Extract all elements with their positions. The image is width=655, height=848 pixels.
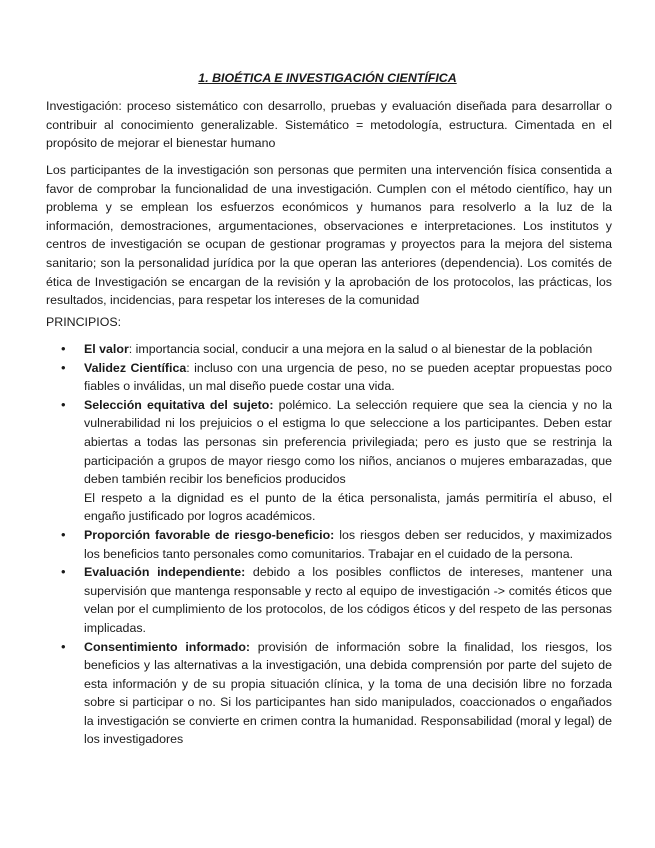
principle-term: Consentimiento informado: bbox=[84, 639, 251, 654]
bullet-icon: • bbox=[61, 396, 66, 412]
principle-term: Selección equitativa del sujeto: bbox=[84, 397, 274, 412]
principle-term: El valor bbox=[84, 342, 129, 356]
document-title: 1. BIOÉTICA E INVESTIGACIÓN CIENTÍFICA bbox=[198, 71, 457, 85]
principle-text: : importancia social, conducir a una mejora en la salud o al bienestar de la población bbox=[128, 342, 593, 356]
principle-text: : incluso con una urgencia de peso, no se pueden aceptar propuestas poco fiables o inválidas, un mal diseño puede costar una vida. bbox=[84, 360, 612, 394]
bullet-icon: • bbox=[61, 526, 66, 542]
bullet-icon: • bbox=[61, 638, 66, 654]
principle-item-informed-consent bbox=[46, 638, 612, 750]
principle-item-subject-selection bbox=[46, 396, 612, 526]
bullet-icon: • bbox=[61, 564, 66, 580]
principle-item-independent-review bbox=[46, 563, 612, 637]
paragraph-participants: Los participantes de la investigación son personas que permiten una intervención física consentida a favor de comprobar la funcionalidad de una investigación. Cumplen con el método científico, hay un problema y se emplean los esfuerzos económicos y humanos para resolverlo a la luz de la información, demostraciones, argumentaciones, observaciones e interpretaciones. Los institutos y centros de investigación se ocupan de gestionar programas y proyectos para la mejora del sistema sanitario; son la personalidad jurídica por la que operan las anteriores (dependencia). Los comités de ética de Investigación se encargan de la revisión y la aprobación de los protocolos, las prácticas, los resultados, incidencias, para respetar los intereses de la comunidad bbox=[46, 163, 612, 308]
bullet-icon: • bbox=[61, 359, 66, 375]
principle-item-scientific-validity bbox=[46, 359, 612, 396]
principle-term: Evaluación independiente: bbox=[84, 565, 246, 580]
principle-text: debido a los posibles conflictos de intereses, mantener una supervisión que mantenga responsable y recto al equipo de investigación -> comités éticos que velan por el cumplimiento de los protocolos, de los códigos éticos y del respeto de las personas implicadas. bbox=[84, 565, 612, 635]
principle-extra-text: El respeto a la dignidad es el punto de la ética personalista, jamás permitiría el abuso, el engaño justificado por logros académicos. bbox=[84, 490, 612, 524]
bullet-icon: • bbox=[61, 341, 66, 356]
principle-text: provisión de información sobre la finalidad, los riesgos, los beneficios y las alternativas a la investigación, una debida comprensión por parte del sujeto de esta información y de su propia situación clínica, y la toma de una decisión libre no forzada sobre si participar o no. Si los participantes han sido manipulados, coaccionados o engañados la investigación se convierte en crimen contra la humanidad. Responsabilidad (moral y legal) de los investigadores bbox=[84, 639, 612, 747]
principle-text: polémico. La selección requiere que sea la ciencia y no la vulnerabilidad ni los prejuicios o el estigma lo que seleccione a los participantes. Deben estar abiertas a todas las personas sin preferencia privilegiada; pero es justo que se restrinja la participación a grupos de mayor riesgo como los niños, ancianos o mujeres embarazadas, que deben también recibir los beneficios producidos bbox=[84, 397, 612, 487]
paragraph-definition: Investigación: proceso sistemático con desarrollo, pruebas y evaluación diseñada para desarrollar o contribuir al conocimiento generalizable. Sistemático = metodología, estructura. Cimentada en el propósito de mejorar el bienestar humano bbox=[46, 99, 612, 151]
principle-item-value bbox=[46, 340, 612, 359]
principle-term: Validez Científica bbox=[84, 360, 187, 375]
principle-item-risk-benefit bbox=[46, 526, 612, 563]
principles-list bbox=[46, 340, 612, 749]
principle-text: los riesgos deben ser reducidos, y maximizados los beneficios tanto personales como comunitarios. Trabajar en el cuidado de la persona. bbox=[84, 527, 612, 561]
principles-heading: PRINCIPIOS: bbox=[46, 315, 122, 329]
principle-term: Proporción favorable de riesgo-beneficio: bbox=[84, 527, 335, 542]
